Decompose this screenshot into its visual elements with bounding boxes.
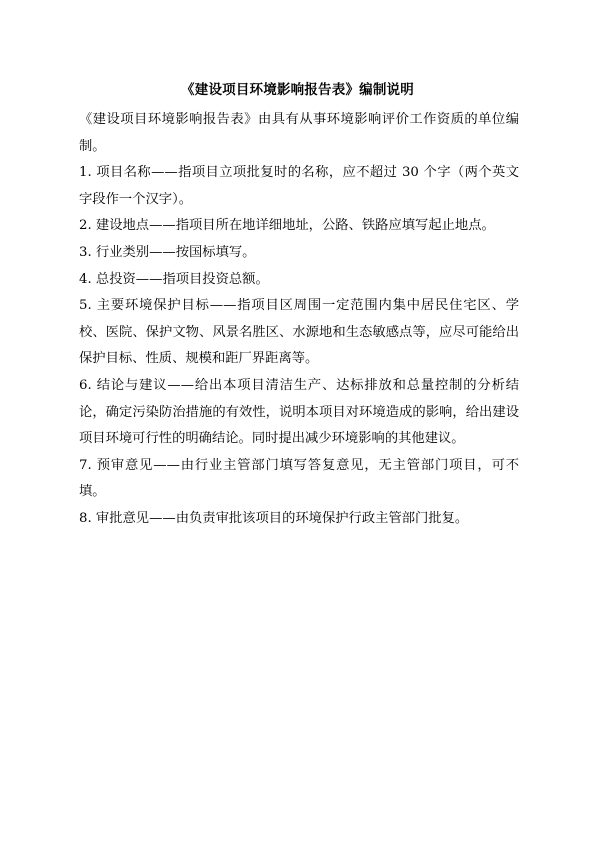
item-2-construction-site: 2. 建设地点——指项目所在地详细地址，公路、铁路应填写起止地点。 [79, 218, 495, 234]
item-5-protection-targets: 5. 主要环境保护目标——指项目区周围一定范围内集中居民住宅区、学校、医院、保护文物、风景名胜区、水源地和生态敏感点等，应尽可能给出保护目标、性质、规模和距厂界距离等。 [79, 298, 519, 367]
item-7-pre-review-opinion: 7. 预审意见——由行业主管部门填写答复意见，无主管部门项目，可不填。 [79, 457, 519, 500]
item-4-total-investment: 4. 总投资——指项目投资总额。 [79, 271, 269, 287]
item-3-industry-category: 3. 行业类别——按国标填写。 [79, 244, 256, 260]
item-8-approval-opinion: 8. 审批意见——由负责审批该项目的环境保护行政主管部门批复。 [79, 510, 469, 526]
item-1-project-name: 1. 项目名称——指项目立项批复时的名称，应不超过 30 个字（两个英文字段作一个汉字）。 [79, 165, 519, 207]
item-6-conclusion-suggestions: 6. 结论与建议——给出本项目清洁生产、达标排放和总量控制的分析结论，确定污染防治措施的有效性，说明本项目对环境造成的影响，给出建设项目环境可行性的明确结论。同时提出减少环境影响的其他建议。 [79, 377, 519, 447]
intro-paragraph: 《建设项目环境影响报告表》由具有从事环境影响评价工作资质的单位编制。 [79, 112, 519, 154]
document-body [79, 107, 519, 533]
document-title: 《建设项目环境影响报告表》编制说明 [181, 82, 414, 98]
